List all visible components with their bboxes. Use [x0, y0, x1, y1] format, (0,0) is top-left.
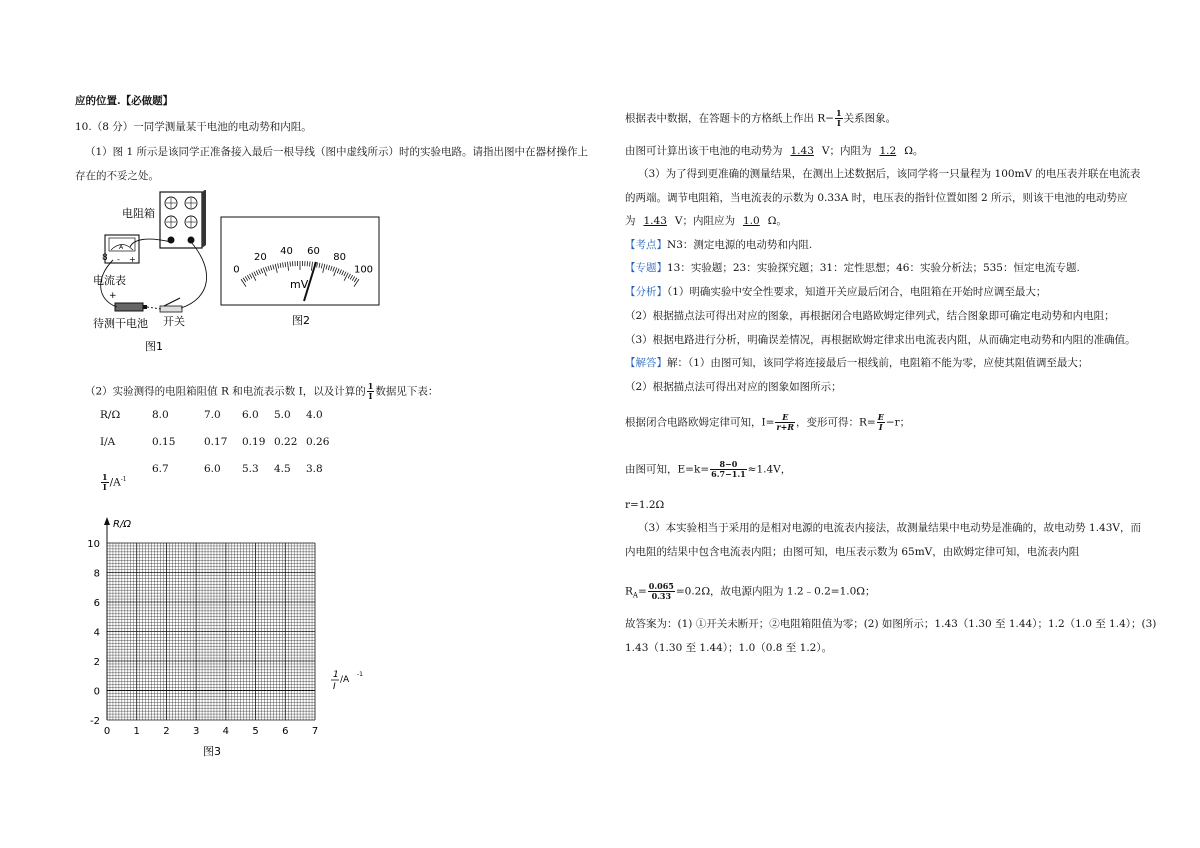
y-tick-label: -2 [90, 716, 100, 727]
emf-calc-line: 由图可知，E=k= $\frac{8-0}{6.7-1.1}$ ≈1.4V， [625, 459, 792, 479]
fenxi-3: （3）根据电路进行分析，明确误差情况，再根据欧姆定律求出电流表内阻，从而确定电动势和内阻的准确值。 [625, 334, 1136, 346]
figure-3-grid [75, 515, 375, 763]
final-answer-1: 故答案为：(1) ①开关未断开；②电阻箱阻值为零；(2) 如图所示；1.43（1.30 至 1.44）；1.2（1.0 至 1.4）；(3) [625, 618, 1157, 630]
y-tick-label: 4 [93, 627, 100, 639]
svg-text:A: A [119, 244, 124, 251]
ra-calc-line: $R_A=$ $\frac{0.065}{0.33}$ =0.2Ω，故电源内阻为 1.2﹣0.2=1.0Ω； [625, 581, 876, 601]
label-resistor-box: 电阻箱 [122, 207, 155, 220]
meter-tick-label: 80 [333, 252, 346, 264]
x-tick-label: 5 [252, 726, 259, 737]
part1-text-b: 存在的不妥之处。 [75, 170, 159, 182]
jieda-2: （2）根据描点法可得出对应的图象如图所示； [625, 381, 842, 393]
answer-r-2: 1.0 [742, 215, 760, 227]
answer-emf-2: 1.43 [643, 215, 667, 227]
y-tick-label: 0 [93, 686, 100, 698]
x-tick-label: 0 [103, 726, 111, 737]
figure-3-caption: 图3 [203, 745, 221, 758]
meter-tick-label: 60 [307, 245, 320, 257]
r-line-5: 为 1.43 V；内阻应为 1.0 Ω。 [625, 215, 787, 227]
section-heading: 应的位置.【必做题】 [75, 95, 174, 107]
figure-1-caption: 图1 [145, 340, 163, 353]
y-axis-label: R/Ω [113, 519, 131, 530]
meter-tick-label: 100 [353, 264, 374, 276]
svg-text:+: + [109, 291, 117, 301]
table-row: I/A 0.15 0.17 0.19 0.22 0.26 [100, 436, 330, 448]
part3-analysis-1: （3）本实验相当于采用的是相对电源的电流表内接法，故测量结果中电动势是准确的，故电动势 1.43V，而 [638, 522, 1141, 534]
r-value-line: r=1.2Ω [625, 499, 665, 511]
svg-text:-1: -1 [357, 671, 363, 678]
fenxi-2: （2）根据描点法可得出对应的图象，再根据闭合电路欧姆定律列式，结合图象即可确定电动势和内电阻； [625, 310, 1115, 322]
label-switch: 开关 [163, 315, 185, 328]
svg-text:I: I [333, 682, 336, 692]
r-line-2: 由图可计算出该干电池的电动势为 1.43 V；内阻为 1.2 Ω。 [625, 145, 924, 157]
meter-unit: mV [290, 278, 309, 291]
answer-r-1: 1.2 [879, 145, 897, 157]
label-ammeter: 电流表 [93, 274, 126, 287]
y-tick-label: 10 [87, 539, 100, 550]
x-tick-label: 2 [163, 726, 170, 737]
x-tick-label: 1 [133, 726, 140, 737]
svg-text:/A: /A [340, 675, 350, 685]
x-tick-label: 6 [282, 726, 289, 737]
table-row: R/Ω 8.0 7.0 6.0 5.0 4.0 [100, 409, 323, 421]
svg-text:1: 1 [333, 670, 339, 680]
r-line-1: 根据表中数据，在答题卡的方格纸上作出 R− $\frac{1}{I}$ 关系图象。 [625, 108, 897, 128]
kaodian: 【考点】N3：测定电源的电动势和内阻. [625, 239, 813, 251]
y-tick-label: 6 [93, 598, 100, 609]
answer-emf-1: 1.43 [790, 145, 814, 157]
table-row: $\frac{1}{I}$ $/A^{-1}$ 6.7 6.0 5.3 4.5 3.8 [102, 463, 323, 492]
r-line-3: （3）为了得到更准确的测量结果，在测出上述数据后，该同学将一只量程为 100mV 的电压表并联在电流表 [638, 168, 1141, 180]
part3-analysis-2: 内电阻的结果中包含电流表内阻；由图可知，电压表示数为 65mV，由欧姆定律可知，电流表内阻 [625, 546, 1080, 558]
y-tick-label: 2 [93, 657, 100, 668]
r-line-4: 的两端。调节电阻箱，当电流表的示数为 0.33A 时，电压表的指针位置如图 2 所示，则该干电池的电动势应 [625, 192, 1128, 204]
meter-tick-label: 20 [254, 252, 267, 264]
final-answer-2: 1.43（1.30 至 1.44）；1.0（0.8 至 1.2）。 [625, 642, 833, 654]
label-battery: 待测干电池 [93, 317, 148, 330]
figure-2-caption: 图2 [292, 314, 310, 327]
x-tick-label: 4 [222, 726, 230, 737]
data-table [100, 409, 336, 500]
y-tick-label: 8 [93, 568, 100, 580]
figure-2-meter [220, 216, 380, 328]
ohm-law-line: 根据闭合电路欧姆定律可知，I= $\frac{E}{r+R}$ ，变形可得：R= $\frac{E}{I}$ −r； [625, 412, 911, 432]
figure-1-circuit [85, 190, 220, 355]
meter-tick-label: 40 [280, 245, 293, 257]
svg-text:-: - [117, 255, 120, 264]
meter-tick-label: 0 [233, 264, 240, 276]
part2-text: （2）实验测得的电阻箱阻值 R 和电流表示数 I，以及计算的 $\frac{1}{I}$ 数据见下表： [85, 381, 439, 401]
x-tick-label: 3 [192, 726, 200, 737]
part1-text-a: （1）图 1 所示是该同学正准备接入最后一根导线（图中虚线所示）时的实验电路。请指出图中在器材操作上 [85, 146, 589, 158]
x-tick-label: 7 [311, 726, 319, 737]
question-number: 10.（8 分）一同学测量某干电池的电动势和内阻。 [75, 121, 312, 133]
svg-text:8: 8 [102, 253, 108, 263]
jieda: 【解答】解：（1）由图可知，该同学将连接最后一根线前，电阻箱不能为零，应使其阻值调至最大； [625, 357, 1089, 369]
fenxi: 【分析】（1）明确实验中安全性要求，知道开关应最后闭合，电阻箱在开始时应调至最大； [625, 286, 1047, 298]
fraction-one-over-i: $\frac{1}{I}$ [367, 381, 374, 401]
svg-text:+: + [129, 255, 136, 264]
zhuanti: 【专题】13：实验题；23：实验探究题；31：定性思想；46：实验分析法；535：恒定电流专题. [625, 262, 1080, 274]
